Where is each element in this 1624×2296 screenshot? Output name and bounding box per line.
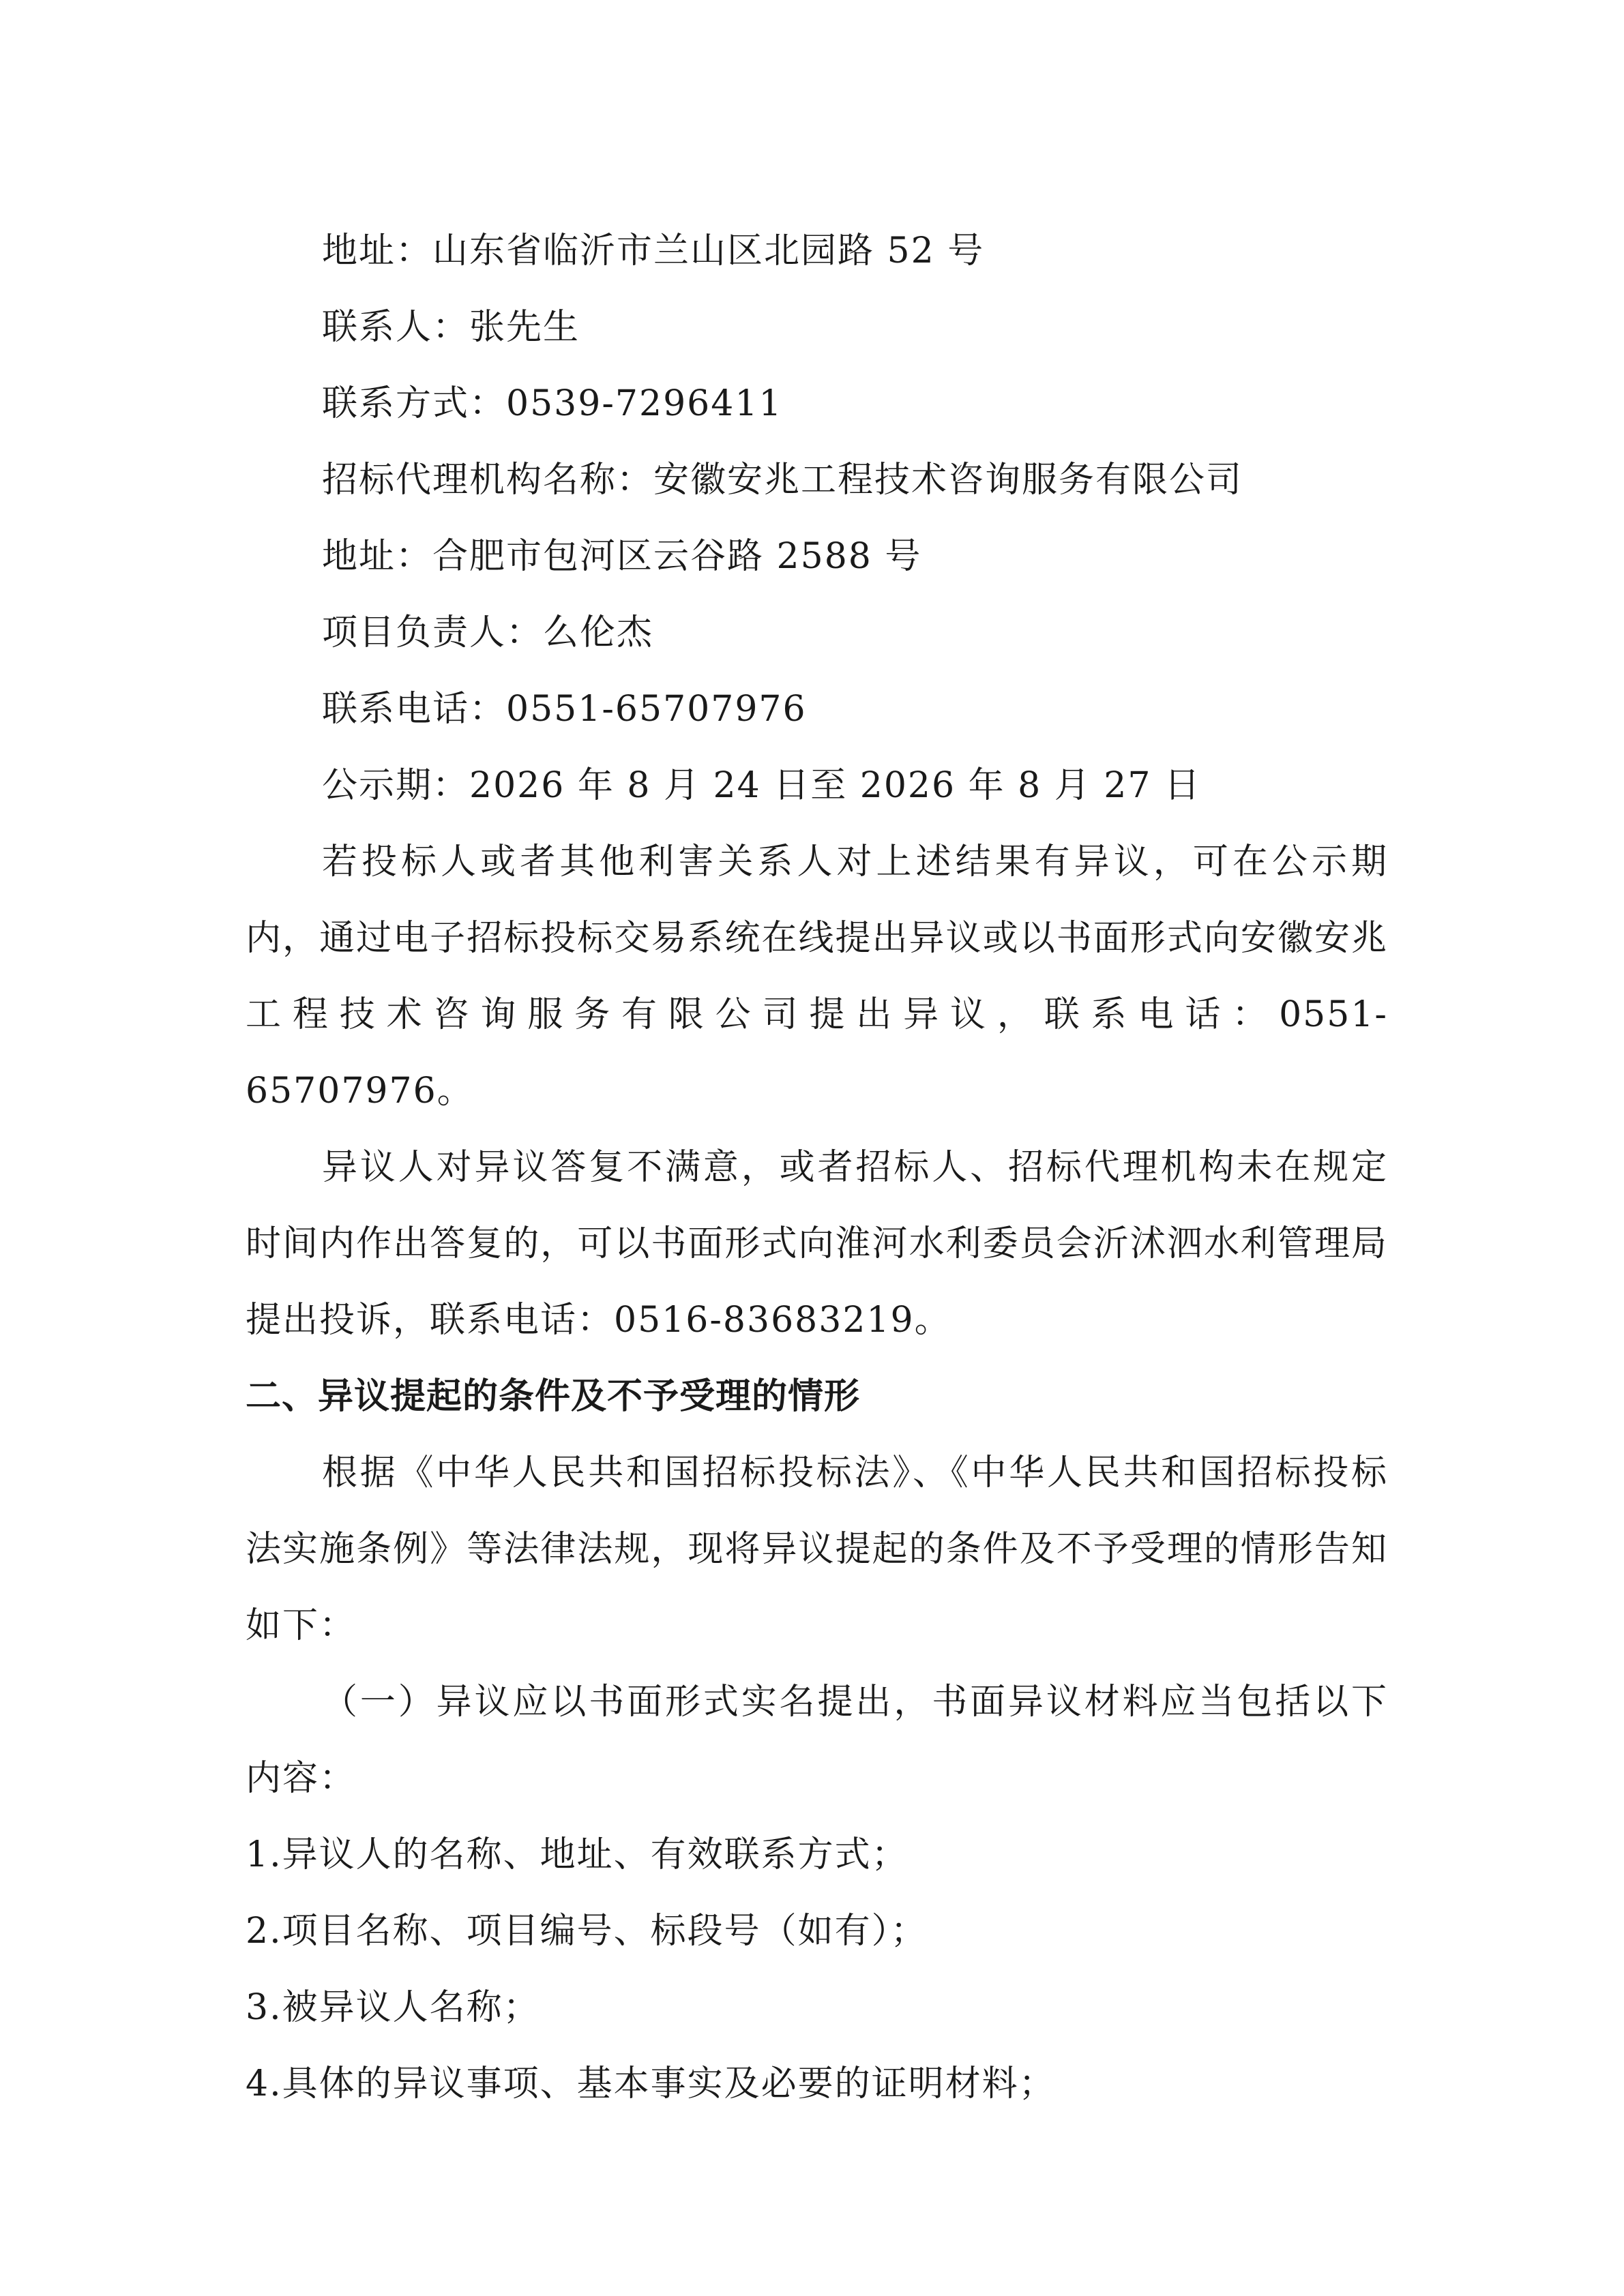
tenderer-phone: 联系方式：0539-7296411 [322, 383, 783, 424]
document-body [246, 213, 1388, 2122]
objection-paragraph: 若投标人或者其他利害关系人对上述结果有异议，可在公示期内，通过电子招标投标交易系统在线提出异议或以书面形式向安徽安兆工程技术咨询服务有限公司提出异议，联系电话：0551-65707976。 [246, 841, 1388, 1112]
list-item: 2.项目名称、项目编号、标段号（如有）； [246, 1911, 928, 1952]
section-heading: 二、异议提起的条件及不予受理的情形 [246, 1376, 861, 1417]
list-item: 3.被异议人名称； [246, 1987, 540, 2028]
list-item: 1.异议人的名称、地址、有效联系方式； [246, 1834, 909, 1875]
agency-phone: 联系电话：0551-65707976 [322, 689, 807, 730]
condition-1-paragraph: （一）异议应以书面形式实名提出，书面异议材料应当包括以下内容： [246, 1682, 1388, 1799]
agency-address: 地址：合肥市包河区云谷路 2588 号 [322, 536, 922, 577]
agency-name: 招标代理机构名称：安徽安兆工程技术咨询服务有限公司 [322, 460, 1243, 501]
tenderer-address: 地址：山东省临沂市兰山区北园路 52 号 [322, 230, 985, 271]
agency-manager: 项目负责人：么伦杰 [322, 612, 654, 653]
publicity-period: 公示期：2026 年 8 月 24 日至 2026 年 8 月 27 日 [322, 765, 1201, 806]
complaint-paragraph: 异议人对异议答复不满意，或者招标人、招标代理机构未在规定时间内作出答复的，可以书面形式向淮河水利委员会沂沭泗水利管理局提出投诉，联系电话：0516-83683219。 [246, 1147, 1388, 1341]
legal-basis-paragraph: 根据《中华人民共和国招标投标法》、《中华人民共和国招标投标法实施条例》等法律法规，现将异议提起的条件及不予受理的情形告知如下： [246, 1452, 1388, 1646]
tenderer-contact: 联系人：张先生 [322, 307, 580, 348]
list-item: 4.具体的异议事项、基本事实及必要的证明材料； [246, 2063, 1056, 2104]
